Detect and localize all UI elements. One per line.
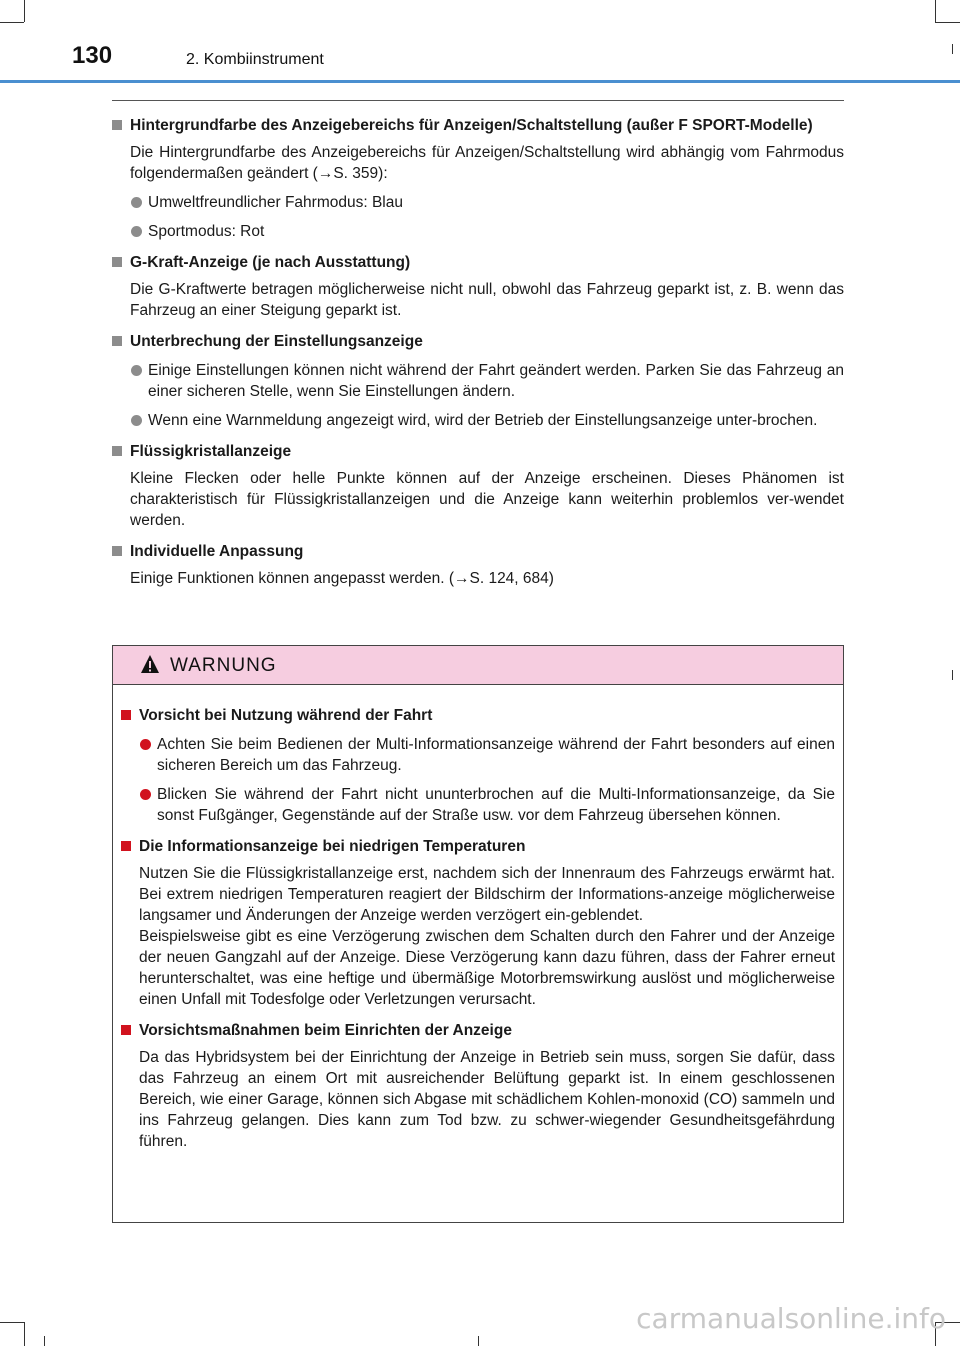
section-text: Da das Hybridsystem bei der Einrichtung der Anzeige in Betrieb sein muss, sorgen Sie dafür, dass das Fahrzeug an einem Ort mit ausreichender Belüftung geparkt ist. In einem geschlossenen Bereich, wie einer Garage, können sich Abgase mit schädlichem Kohlen-monoxid (CO) sammeln und ins Fahrzeug gelangen. Dies kann zum Tod bzw. zu schwer-wiegender Gesundheitsgefährdung führen. — [139, 1049, 835, 1150]
page-header — [0, 0, 960, 84]
section-g-force — [112, 252, 844, 321]
square-bullet-icon — [121, 1025, 131, 1035]
warning-triangle-icon — [140, 654, 160, 674]
section-title: Vorsicht bei Nutzung während der Fahrt — [139, 707, 433, 724]
section-text: Nutzen Sie die Flüssigkristallanzeige erst, nachdem sich der Innenraum des Fahrzeugs erwärmt hat. Bei extrem niedrigen Temperaturen reagiert der Bildschirm der Informations-anzeige möglicherweise langsamer und Änderungen der Anzeige werden verzögert ein-geblendet. — [139, 865, 835, 924]
warning-header — [113, 646, 843, 685]
warning-title: WARNUNG — [170, 655, 277, 676]
main-content — [112, 100, 844, 599]
square-bullet-icon — [112, 120, 122, 130]
list-item: Umweltfreundlicher Fahrmodus: Blau — [112, 192, 844, 213]
header-rule — [0, 80, 960, 83]
round-bullet-icon — [140, 739, 151, 750]
crop-mark — [952, 670, 953, 680]
section-title: G-Kraft-Anzeige (je nach Ausstattung) — [130, 254, 411, 271]
section-title: Hintergrundfarbe des Anzeigebereichs für Anzeigen/Schaltstellung (außer F SPORT-Modelle) — [130, 117, 813, 134]
section-lcd — [112, 441, 844, 531]
list-item: Achten Sie beim Bedienen der Multi-Informationsanzeige während der Fahrt besonders auf einen sicheren Bereich um das Fahrzeug. — [121, 734, 835, 776]
warning-section-low-temp — [121, 836, 835, 1010]
round-bullet-icon — [131, 226, 142, 237]
section-text: Kleine Flecken oder helle Punkte können auf der Anzeige erscheinen. Dieses Phänomen ist charakteristisch für Flüssigkristallanzeigen und die Anzeige kann weiterhin problemlos ver-wendet werden. — [130, 470, 844, 529]
square-bullet-icon — [112, 446, 122, 456]
round-bullet-icon — [140, 789, 151, 800]
square-bullet-icon — [112, 336, 122, 346]
section-divider — [112, 100, 844, 101]
section-title: Die Informationsanzeige bei niedrigen Temperaturen — [139, 838, 526, 855]
section-title: Individuelle Anpassung — [130, 543, 304, 560]
section-customization — [112, 541, 844, 589]
section-title: Unterbrechung der Einstellungsanzeige — [130, 333, 423, 350]
square-bullet-icon — [121, 710, 131, 720]
list-item: Einige Einstellungen können nicht während der Fahrt geändert werden. Parken Sie das Fahrzeug an einer sicheren Stelle, wenn Sie Einstellungen ändern. — [112, 360, 844, 402]
section-text: Beispielsweise gibt es eine Verzögerung zwischen dem Schalten durch den Fahrer und der Anzeige der neuen Gangzahl auf der Anzeige. Diese Verzögerung kann dazu führen, dass der Fahrer erneut herunterschaltet, was eine heftige und übermäßige Motorbremswirkung auslöst und möglicherweise einen Unfall mit Todesfolge oder Verletzungen verursacht. — [139, 928, 835, 1008]
list-item: Wenn eine Warnmeldung angezeigt wird, wird der Betrieb der Einstellungsanzeige unter-brochen. — [112, 410, 844, 431]
section-background-color — [112, 115, 844, 242]
square-bullet-icon — [112, 546, 122, 556]
section-text: Einige Funktionen können angepasst werden. (→S. 124, 684) — [130, 570, 554, 587]
warning-body — [113, 685, 843, 1152]
section-title: Flüssigkristallanzeige — [130, 443, 292, 460]
warning-section-driving — [121, 705, 835, 826]
page-footer — [0, 1296, 960, 1346]
warning-box — [112, 645, 844, 1223]
section-text: Die Hintergrundfarbe des Anzeigebereichs für Anzeigen/Schaltstellung wird abhängig vom Fahrmodus folgendermaßen geändert (→S. 359): — [130, 144, 844, 182]
section-settings-interruption — [112, 331, 844, 431]
watermark: carmanualsonline.info — [636, 1302, 946, 1335]
square-bullet-icon — [121, 841, 131, 851]
warning-section-setup — [121, 1020, 835, 1152]
round-bullet-icon — [131, 365, 142, 376]
round-bullet-icon — [131, 197, 142, 208]
list-item: Blicken Sie während der Fahrt nicht ununterbrochen auf die Multi-Informationsanzeige, da Sie sonst Fußgänger, Gegenstände auf der Straße usw. vor dem Fahrzeug übersehen können. — [121, 784, 835, 826]
round-bullet-icon — [131, 415, 142, 426]
list-item: Sportmodus: Rot — [112, 221, 844, 242]
section-text: Die G-Kraftwerte betragen möglicherweise nicht null, obwohl das Fahrzeug geparkt ist, z. B. wenn das Fahrzeug an einer Steigung geparkt ist. — [130, 281, 844, 319]
chapter-title: 2. Kombiinstrument — [186, 51, 324, 68]
square-bullet-icon — [112, 257, 122, 267]
page-number: 130 — [72, 42, 113, 69]
section-title: Vorsichtsmaßnahmen beim Einrichten der Anzeige — [139, 1022, 512, 1039]
